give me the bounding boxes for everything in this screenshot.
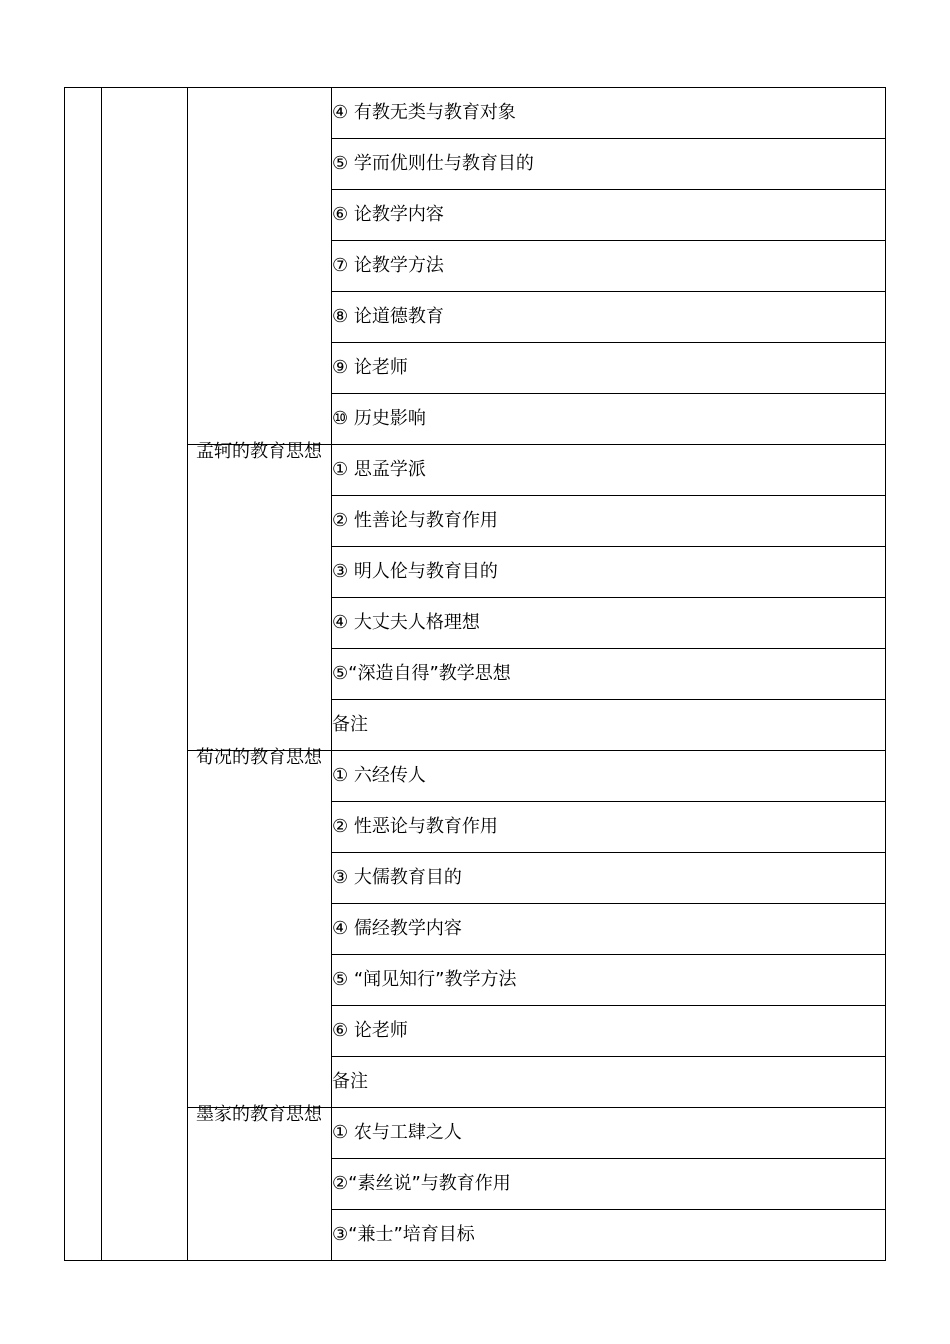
topic-cell: [332, 88, 886, 139]
topic-item: ⑧ 论道德教育: [332, 306, 444, 327]
topic-cell: [332, 649, 886, 700]
topic-item: ④ 儒经教学内容: [332, 918, 462, 939]
topic-item: ① 思孟学派: [332, 459, 426, 480]
topic-item: ⑤ “闻见知行”教学方法: [332, 969, 517, 990]
topic-cell: [332, 751, 886, 802]
topic-item: ⑦ 论教学方法: [332, 255, 444, 276]
topic-item: ③ 大儒教育目的: [332, 867, 462, 888]
topic-item: ⑥ 论老师: [332, 1020, 408, 1041]
topic-cell: [332, 343, 886, 394]
topic-item: 备注: [332, 714, 368, 735]
topic-item: ⑤“深造自得”教学思想: [332, 663, 511, 684]
topic-cell: [332, 1210, 886, 1261]
topic-cell: [332, 1057, 886, 1108]
table-row: [65, 88, 886, 139]
topic-item: ③ 明人伦与教育目的: [332, 561, 498, 582]
topic-item: ④ 有教无类与教育对象: [332, 102, 516, 123]
topic-item: ④ 大丈夫人格理想: [332, 612, 480, 633]
topic-item: ⑥ 论教学内容: [332, 204, 444, 225]
topic-item: ②“素丝说”与教育作用: [332, 1173, 511, 1194]
topic-cell: [332, 853, 886, 904]
section-label: 孟轲的教育思想: [196, 441, 322, 462]
topic-item: ⑩ 历史影响: [332, 408, 426, 429]
topic-cell: [332, 445, 886, 496]
topic-cell: [332, 241, 886, 292]
topic-item: ⑤ 学而优则仕与教育目的: [332, 153, 534, 174]
topic-item: ② 性恶论与教育作用: [332, 816, 498, 837]
section-label: 荀况的教育思想: [196, 747, 322, 768]
outline-column-level-1: [65, 88, 102, 1261]
topic-item: ② 性善论与教育作用: [332, 510, 498, 531]
topic-cell: [332, 547, 886, 598]
topic-cell: [332, 292, 886, 343]
topic-item: ③“兼士”培育目标: [332, 1224, 475, 1245]
topic-cell: [332, 190, 886, 241]
table-row: [65, 445, 886, 496]
topic-item: ① 农与工肆之人: [332, 1122, 462, 1143]
topic-cell: [332, 394, 886, 445]
topic-item: 备注: [332, 1071, 368, 1092]
topic-cell: [332, 598, 886, 649]
section-cell: [188, 747, 332, 1108]
topic-cell: [332, 1108, 886, 1159]
topic-cell: [332, 496, 886, 547]
topic-cell: [332, 955, 886, 1006]
outline-column-level-2: [102, 88, 188, 1261]
topic-cell: [332, 139, 886, 190]
section-label: 墨家的教育思想: [196, 1104, 322, 1125]
curriculum-outline-table: [64, 87, 886, 1261]
topic-cell: [332, 700, 886, 751]
topic-cell: [332, 1159, 886, 1210]
topic-item: ① 六经传人: [332, 765, 426, 786]
topic-cell: [332, 802, 886, 853]
topic-item: ⑨ 论老师: [332, 357, 408, 378]
table-row: [65, 751, 886, 802]
section-cell: [188, 88, 332, 445]
topic-cell: [332, 904, 886, 955]
section-cell: [188, 441, 332, 751]
section-cell: [188, 1104, 332, 1261]
table-row: [65, 1108, 886, 1159]
topic-cell: [332, 1006, 886, 1057]
